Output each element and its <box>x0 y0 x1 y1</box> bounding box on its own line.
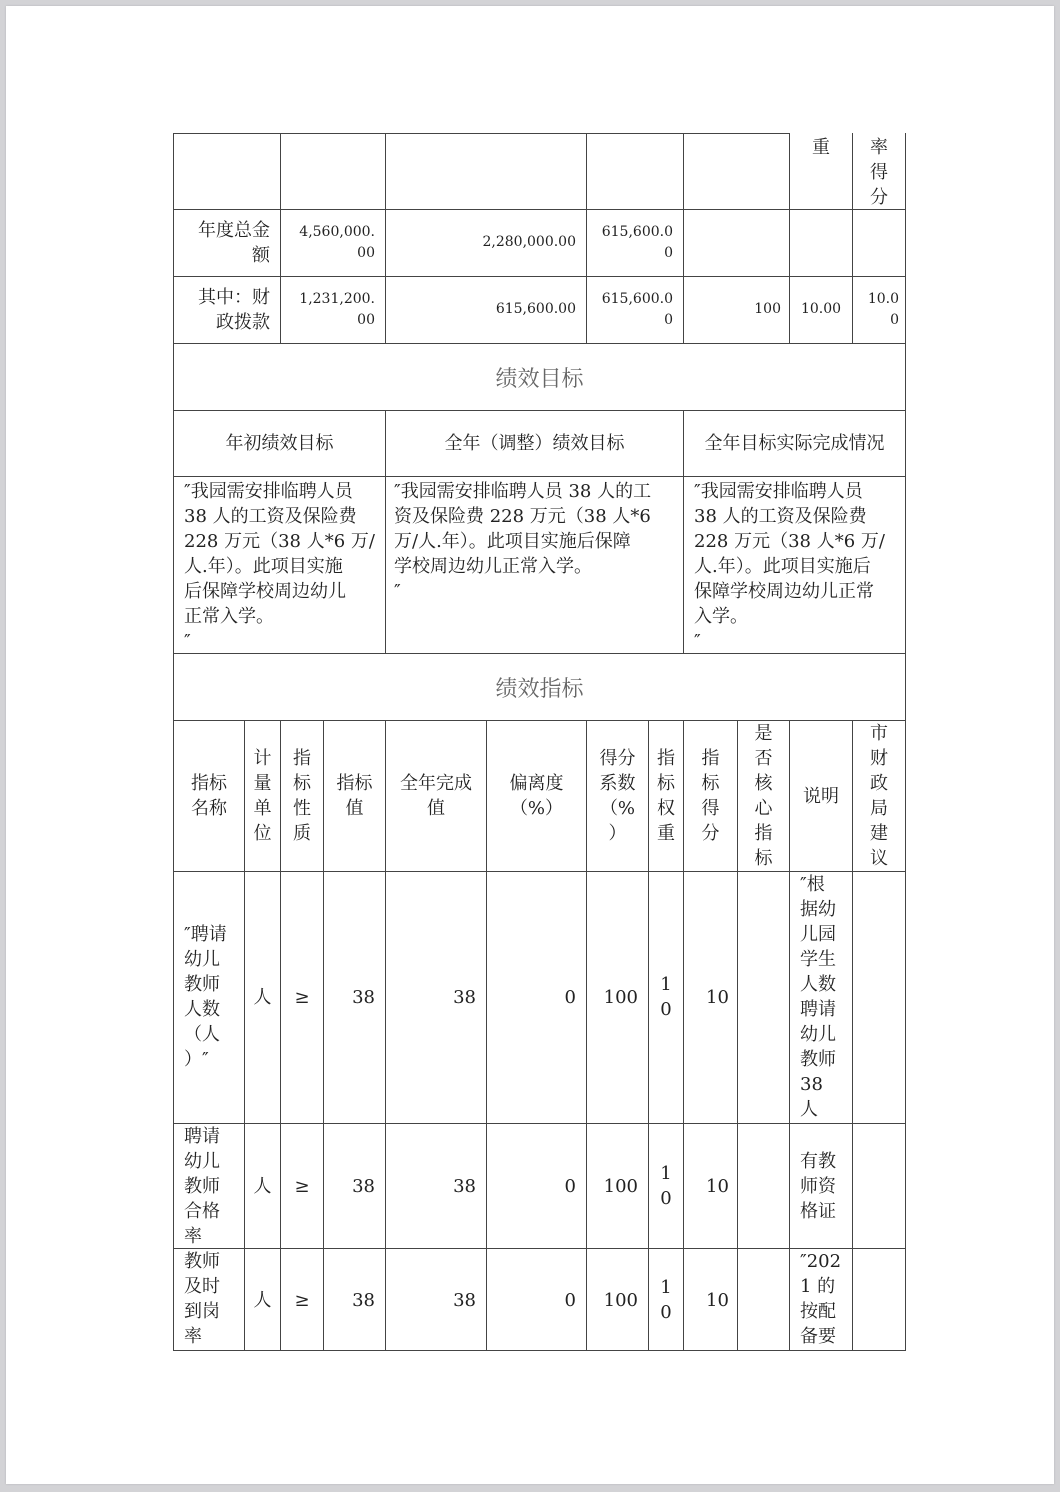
ind-unit: 人 <box>253 987 272 1008</box>
ind-deviation: 0 <box>564 1290 576 1311</box>
ind-actual: 38 <box>453 1290 476 1311</box>
ind-header-unit: 计 量 单 位 <box>253 748 272 844</box>
row-fiscal-score: 10.0 0 <box>867 291 899 328</box>
goal-adjusted-text: ″我园需安排临聘人员 38 人的工 资及保险费 228 万元（38 人*6 万/人.年）。此项目实施后保障 学校周边幼儿正常入学。 ″ <box>394 481 652 602</box>
row-fiscal-adjusted: 615,600.00 <box>495 301 576 317</box>
ind-name: 教师 及时 到岗 率 <box>184 1251 220 1347</box>
ind-nature: ≥ <box>294 1176 310 1197</box>
ind-header-deviation: 偏离度 （%） <box>509 773 564 819</box>
ind-coef: 100 <box>603 1176 638 1197</box>
ind-deviation: 0 <box>564 1176 576 1197</box>
ind-header-note: 说明 <box>803 786 839 807</box>
goal-header-adjusted: 全年（调整）绩效目标 <box>444 433 625 454</box>
row-total-adjusted: 2,280,000.00 <box>482 234 576 250</box>
ind-target: 38 <box>352 1176 375 1197</box>
row-fiscal-budget: 1,231,200. 00 <box>299 291 375 328</box>
ind-header-weight: 指 标 权 重 <box>657 748 675 844</box>
goals-section-title: 绩效目标 <box>495 367 584 392</box>
header-weight-fragment: 重 <box>812 137 830 158</box>
ind-nature: ≥ <box>294 987 310 1008</box>
header-rate-fragment: 率 得 分 <box>870 137 888 208</box>
ind-nature: ≥ <box>294 1290 310 1311</box>
ind-header-coef: 得分 系数 （% ） <box>599 748 636 844</box>
ind-unit: 人 <box>253 1290 272 1311</box>
ind-weight: 1 0 <box>660 974 672 1020</box>
row-fiscal-label: 其中：财 政拨款 <box>198 287 270 333</box>
ind-unit: 人 <box>253 1176 272 1197</box>
ind-header-score: 指 标 得 分 <box>701 748 720 844</box>
goal-header-actual: 全年目标实际完成情况 <box>704 433 885 454</box>
ind-score: 10 <box>706 1176 729 1197</box>
ind-header-target: 指标 值 <box>336 773 373 819</box>
ind-target: 38 <box>352 1290 375 1311</box>
ind-header-advice: 市 财 政 局 建 议 <box>870 723 888 869</box>
ind-weight: 1 0 <box>660 1163 672 1209</box>
ind-score: 10 <box>706 987 729 1008</box>
goal-initial-text: ″我园需安排临聘人员 38 人的工资及保险费 228 万元（38 人*6 万/ 人.年）。此项目实施 后保障学校周边幼儿 正常入学。 ″ <box>184 481 375 652</box>
indicators-section-title: 绩效指标 <box>495 677 584 702</box>
row-total-label: 年度总金 额 <box>198 220 270 266</box>
ind-actual: 38 <box>453 987 476 1008</box>
row-total-budget: 4,560,000. 00 <box>299 224 375 261</box>
row-fiscal-executed: 615,600.0 0 <box>601 291 673 328</box>
ind-header-name: 指标 名称 <box>191 773 227 819</box>
ind-deviation: 0 <box>564 987 576 1008</box>
ind-note: 有教 师资 格证 <box>800 1151 836 1222</box>
ind-name: ″聘请 幼儿 教师 人数 （人 ）″ <box>184 924 227 1070</box>
row-fiscal-weight: 10.00 <box>800 301 842 317</box>
row-fiscal-rate: 100 <box>754 301 781 317</box>
ind-note: ″根 据幼 儿园 学生 人数 聘请 幼儿 教师 38 人 <box>800 874 836 1120</box>
goal-header-initial: 年初绩效目标 <box>225 433 334 454</box>
row-total-executed: 615,600.0 0 <box>601 224 673 261</box>
ind-actual: 38 <box>453 1176 476 1197</box>
goal-actual-text: ″我园需安排临聘人员 38 人的工资及保险费 228 万元（38 人*6 万/ 人.年）。此项目实施后 保障学校周边幼儿正常 入学。 ″ <box>694 481 885 652</box>
ind-coef: 100 <box>603 987 638 1008</box>
ind-weight: 1 0 <box>660 1277 672 1323</box>
ind-score: 10 <box>706 1290 729 1311</box>
ind-header-nature: 指 标 性 质 <box>293 748 311 844</box>
ind-header-actual: 全年完成 值 <box>400 773 472 819</box>
ind-name: 聘请 幼儿 教师 合格 率 <box>184 1126 220 1247</box>
ind-header-core: 是 否 核 心 指 标 <box>754 723 773 869</box>
ind-note: ″202 1 的 按配 备要 <box>800 1251 842 1347</box>
ind-target: 38 <box>352 987 375 1008</box>
ind-coef: 100 <box>603 1290 638 1311</box>
